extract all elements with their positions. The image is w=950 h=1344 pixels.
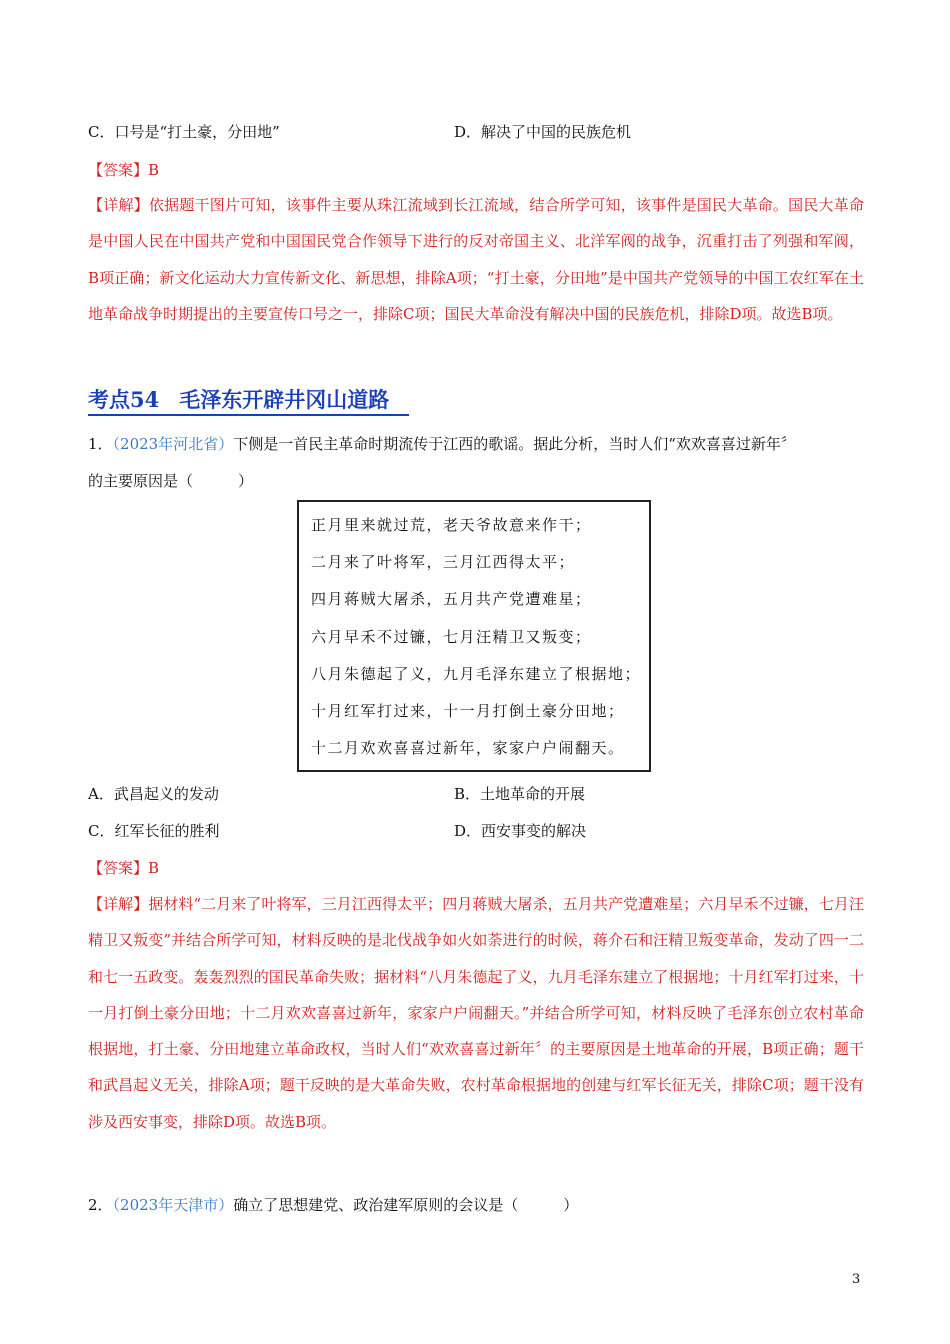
q1-number: 1． [88, 435, 113, 453]
prev-explanation-text: 依据题干图片可知，该事件主要从珠江流域到长江流域，结合所学可知，该事件是国民大革命。国民大革命是中国人民在中国共产党和中国国民党合作领导下进行的反对帝国主义、北洋军阀的战争，沉重打击了列强和军阀，B项正确；新文化运动大力宣传新文化、新思想，排除A项；“打土豪，分田地”是中国共产党领导的中国工农红军在土地革命战争时期提出的主要宣传口号之一，排除C项；国民大革命没有解决中国的民族危机，排除D项。故选B项。 [88, 196, 864, 323]
poem-line: 二月来了叶将军，三月江西得太平； [311, 553, 576, 571]
q2-stem-text: 确立了思想建党、政治建军原则的会议是（ ） [233, 1196, 579, 1214]
poem-line: 六月早禾不过镰，七月汪精卫又叛变； [311, 628, 592, 646]
section-heading [88, 386, 409, 416]
q1-option-d: D．西安事变的解决 [454, 822, 587, 840]
q1-stem-text: 下侧是一首民主革命时期流传于江西的歌谣。据此分析，当时人们“欢欢喜喜过新年〞 [233, 435, 796, 453]
q1-stem-line1 [88, 433, 796, 455]
q1-source: （2023年河北省） [112, 435, 234, 453]
poem-line: 十月红军打过来，十一月打倒土豪分田地； [311, 702, 625, 720]
q1-explanation [88, 886, 864, 1140]
q1-option-a: A．武昌起义的发动 [88, 785, 219, 803]
q1-stem-line2: 的主要原因是（ ） [88, 472, 254, 490]
prev-option-c: C．口号是“打土豪，分田地” [88, 123, 280, 141]
q2-stem [88, 1194, 578, 1216]
q2-number: 2． [88, 1196, 113, 1214]
q1-explanation-text: 据材料“二月来了叶将军，三月江西得太平；四月蒋贼大屠杀，五月共产党遭难星；六月早禾不过镰，七月汪精卫又叛变”并结合所学可知，材料反映的是北伐战争如火如荼进行的时候，蒋介石和汪精卫叛变革命，发动了四一二和七一五政变。轰轰烈烈的国民革命失败；据材料“八月朱德起了义，九月毛泽东建立了根据地；十月红军打过来，十一月打倒土豪分田地；十二月欢欢喜喜过新年，家家户户闹翻天。”并结合所学可知，材料反映了毛泽东创立农村革命根据地，打土豪、分田地建立革命政权，当时人们“欢欢喜喜过新年〞的主要原因是土地革命的开展，B项正确；题干和武昌起义无关，排除A项；题干反映的是大革命失败，农村革命根据地的创建与红军长征无关，排除C项；题干没有涉及西安事变，排除D项。故选B项。 [88, 895, 864, 1131]
q1-explanation-label: 【详解】 [88, 895, 149, 913]
poem-line: 十二月欢欢喜喜过新年，家家户户闹翻天。 [311, 739, 625, 757]
section-number: 考点54 [88, 387, 160, 412]
q1-answer: 【答案】B [88, 859, 160, 877]
poem-line: 正月里来就过荒，老天爷故意来作干； [311, 516, 592, 534]
prev-explanation [88, 187, 864, 332]
prev-explanation-label: 【详解】 [88, 196, 149, 214]
page-number: 3 [852, 1272, 861, 1287]
poem-box [297, 500, 651, 772]
q1-option-c: C．红军长征的胜利 [88, 822, 220, 840]
section-title: 毛泽东开辟井冈山道路 [179, 387, 390, 412]
poem-line: 四月蒋贼大屠杀，五月共产党遭难星； [311, 590, 592, 608]
q2-source: （2023年天津市） [112, 1196, 234, 1214]
q1-option-b: B．土地革命的开展 [454, 785, 586, 803]
poem-line: 八月朱德起了义，九月毛泽东建立了根据地； [311, 665, 642, 683]
prev-answer: 【答案】B [88, 161, 160, 179]
prev-option-d: D．解决了中国的民族危机 [454, 123, 632, 141]
